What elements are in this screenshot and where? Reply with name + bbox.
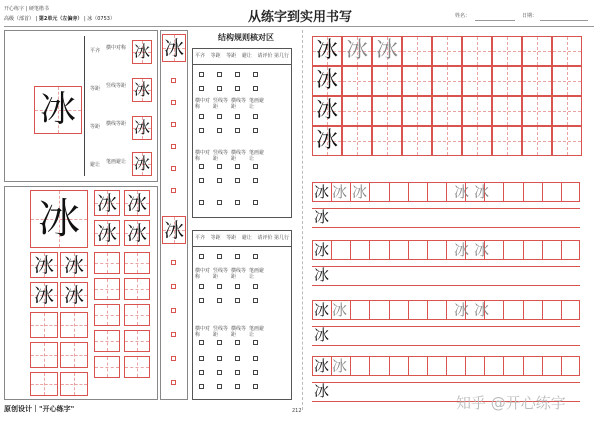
check-box[interactable] — [199, 370, 204, 375]
grid-cell[interactable] — [402, 96, 432, 126]
th-2: 等距 — [210, 235, 221, 241]
grid-cell[interactable] — [312, 126, 342, 156]
table-row-texts — [195, 150, 267, 162]
check-box[interactable] — [253, 340, 258, 345]
check-box[interactable] — [235, 114, 240, 119]
band-divider — [350, 356, 351, 376]
main-char: 冰 — [39, 89, 76, 130]
band-divider — [484, 356, 485, 376]
grid-cell[interactable] — [492, 66, 522, 96]
band-divider — [427, 356, 428, 376]
td-3: 横线等距 — [231, 150, 247, 162]
grid-cell[interactable] — [492, 96, 522, 126]
grid-cell[interactable] — [432, 96, 462, 126]
band-divider — [542, 300, 543, 320]
feature-text-2: 竖线等距 — [106, 83, 127, 89]
practice-cell — [124, 330, 150, 352]
grid-cell[interactable] — [432, 126, 462, 156]
grid-cell[interactable] — [462, 126, 492, 156]
practice-char: 冰 — [127, 221, 147, 245]
check-box[interactable] — [235, 178, 240, 183]
feature-cell-4 — [132, 152, 152, 176]
td-4: 笔画避让 — [249, 268, 265, 280]
main-char-cell — [34, 86, 82, 134]
band-divider — [503, 300, 504, 320]
check-box[interactable] — [235, 254, 240, 259]
table-row-texts — [195, 326, 267, 338]
practice-line-char: 冰 — [454, 241, 470, 259]
practice-line-char: 冰 — [474, 241, 490, 259]
feature-text-4: 笔画避让 — [106, 159, 127, 165]
grid-cell[interactable] — [312, 66, 342, 96]
td-1: 横中对称 — [195, 98, 211, 110]
practice-cell — [30, 282, 58, 308]
practice-line-char: 冰 — [352, 183, 368, 201]
grid-cell[interactable] — [342, 36, 372, 66]
check-box[interactable] — [171, 100, 176, 105]
check-box[interactable] — [171, 356, 176, 361]
band-divider — [350, 240, 351, 260]
practice-line-char: 冰 — [314, 382, 330, 400]
td-1: 横中对称 — [195, 326, 211, 338]
grid-cell[interactable] — [522, 126, 552, 156]
check-box[interactable] — [253, 86, 258, 91]
level-label: 高级（部首） — [4, 16, 35, 22]
band-divider — [561, 300, 562, 320]
check-box[interactable] — [199, 340, 204, 345]
check-box[interactable] — [199, 298, 204, 303]
practice-cell — [30, 312, 58, 338]
band-divider — [523, 182, 524, 202]
grid-cell[interactable] — [552, 66, 582, 96]
check-box[interactable] — [199, 284, 204, 289]
practice-cell — [60, 252, 88, 278]
band-divider — [369, 356, 370, 376]
check-box[interactable] — [253, 164, 258, 169]
check-box[interactable] — [217, 114, 222, 119]
check-box[interactable] — [199, 254, 204, 259]
check-box[interactable] — [253, 178, 258, 183]
feature-cell-1 — [132, 40, 152, 64]
td-1: 横中对称 — [195, 150, 211, 162]
practice-line[interactable] — [312, 266, 580, 286]
band-divider — [465, 356, 466, 376]
brand-label: 开心练字 | 硬笔楷书 — [4, 6, 49, 12]
band-divider — [408, 182, 409, 202]
table-row-texts — [195, 98, 267, 110]
check-box[interactable] — [253, 72, 258, 77]
grid-cell[interactable] — [402, 36, 432, 66]
page-fold-line — [302, 30, 303, 410]
structure-title: 结构规则核对区 — [218, 33, 274, 42]
check-box[interactable] — [217, 384, 222, 389]
band-divider — [446, 300, 447, 320]
check-box[interactable] — [171, 332, 176, 337]
grid-cell[interactable] — [342, 96, 372, 126]
th-5: 请评价 第几行 — [257, 235, 289, 241]
check-box[interactable] — [217, 298, 222, 303]
td-3: 横线等距 — [231, 268, 247, 280]
check-box[interactable] — [171, 284, 176, 289]
practice-cell — [94, 190, 120, 216]
band-divider — [561, 182, 562, 202]
check-table-2 — [192, 230, 292, 400]
check-box[interactable] — [253, 356, 258, 361]
practice-cell — [94, 252, 120, 274]
feature-label-3: 等距 — [90, 124, 101, 130]
check-table-1 — [192, 48, 292, 218]
band-divider — [523, 300, 524, 320]
practice-cell — [124, 252, 150, 274]
practice-cell — [60, 372, 88, 396]
check-box[interactable] — [217, 178, 222, 183]
practice-char: 冰 — [34, 253, 54, 277]
name-label: 姓名： — [455, 13, 471, 19]
feature-label-1: 平齐 — [90, 48, 101, 54]
practice-cell — [60, 342, 88, 368]
check-box[interactable] — [199, 384, 204, 389]
th-5: 请评价 第几行 — [257, 53, 289, 59]
grid-cell[interactable] — [402, 66, 432, 96]
grid-cell[interactable] — [402, 126, 432, 156]
band-divider — [350, 300, 351, 320]
practice-cell — [124, 304, 150, 326]
practice-line-char: 冰 — [474, 183, 490, 201]
check-box[interactable] — [235, 370, 240, 375]
grid-char: 冰 — [315, 68, 338, 93]
check-box[interactable] — [217, 200, 222, 205]
td-4: 笔画避让 — [249, 326, 265, 338]
band-divider — [408, 300, 409, 320]
practice-cell — [60, 282, 88, 308]
grid-cell[interactable] — [372, 66, 402, 96]
grid-char: 冰 — [315, 98, 338, 123]
practice-cell — [94, 278, 120, 300]
band-divider — [389, 182, 390, 202]
big-practice-cell — [30, 190, 88, 248]
band-divider — [523, 356, 524, 376]
grid-cell[interactable] — [342, 66, 372, 96]
grid-cell[interactable] — [552, 36, 582, 66]
band-divider — [542, 182, 543, 202]
check-box[interactable] — [199, 72, 204, 77]
check-column-char-2: 冰 — [164, 218, 184, 242]
feature-label-4: 避让 — [90, 162, 101, 168]
band-divider — [446, 182, 447, 202]
check-box[interactable] — [235, 128, 240, 133]
band-divider — [389, 300, 390, 320]
check-box[interactable] — [217, 164, 222, 169]
practice-line-char: 冰 — [314, 266, 330, 284]
td-4: 笔画避让 — [249, 150, 265, 162]
check-column-cell-2 — [162, 216, 186, 244]
th-1: 平齐 — [195, 53, 206, 59]
practice-cell — [124, 220, 150, 246]
practice-line-char: 冰 — [314, 301, 330, 319]
check-box[interactable] — [253, 284, 258, 289]
header-divider — [4, 26, 594, 27]
grid-cell[interactable] — [462, 96, 492, 126]
practice-char: 冰 — [34, 283, 54, 307]
practice-line-char: 冰 — [314, 208, 330, 226]
check-box[interactable] — [217, 128, 222, 133]
check-box[interactable] — [253, 384, 258, 389]
practice-cell — [94, 330, 120, 352]
table-row-texts — [195, 268, 267, 280]
practice-char: 冰 — [97, 191, 117, 215]
band-divider — [503, 240, 504, 260]
band-divider — [331, 240, 332, 260]
check-box[interactable] — [217, 340, 222, 345]
footer-brand: 原创设计｜"开心练字" — [4, 405, 75, 413]
check-box[interactable] — [235, 384, 240, 389]
practice-cell — [94, 304, 120, 326]
practice-char: 冰 — [127, 191, 147, 215]
practice-cell — [94, 356, 120, 378]
th-2: 等距 — [210, 53, 221, 59]
grid-cell[interactable] — [372, 96, 402, 126]
th-3: 等距 — [226, 53, 237, 59]
check-box[interactable] — [171, 144, 176, 149]
check-box[interactable] — [217, 284, 222, 289]
td-3: 横线等距 — [231, 326, 247, 338]
grid-cell[interactable] — [432, 66, 462, 96]
check-box[interactable] — [199, 128, 204, 133]
check-box[interactable] — [199, 200, 204, 205]
date-field — [540, 20, 588, 21]
check-box[interactable] — [253, 370, 258, 375]
grid-char: 冰 — [315, 128, 338, 153]
check-box[interactable] — [235, 86, 240, 91]
band-divider — [408, 356, 409, 376]
check-box[interactable] — [171, 188, 176, 193]
th-1: 平齐 — [195, 235, 206, 241]
feature-char-3: 冰 — [133, 118, 150, 137]
check-box[interactable] — [217, 86, 222, 91]
check-box[interactable] — [235, 340, 240, 345]
td-4: 笔画避让 — [249, 98, 265, 110]
table-divider — [192, 246, 292, 247]
check-box[interactable] — [217, 370, 222, 375]
grid-cell[interactable] — [312, 36, 342, 66]
band-divider — [446, 356, 447, 376]
check-box[interactable] — [199, 178, 204, 183]
grid-cell[interactable] — [552, 126, 582, 156]
practice-line-char: 冰 — [332, 301, 348, 319]
check-box[interactable] — [235, 72, 240, 77]
check-box[interactable] — [235, 298, 240, 303]
band-divider — [427, 182, 428, 202]
td-2: 竖线等距 — [213, 98, 229, 110]
practice-line[interactable] — [312, 326, 580, 346]
grid-cell[interactable] — [522, 66, 552, 96]
grid-cell[interactable] — [462, 36, 492, 66]
check-box[interactable] — [199, 86, 204, 91]
feature-char-1: 冰 — [133, 42, 150, 61]
th-3: 等距 — [226, 235, 237, 241]
check-box[interactable] — [199, 356, 204, 361]
practice-cell — [30, 342, 58, 368]
feature-text-1: 横中对称 — [106, 45, 127, 51]
grid-cell[interactable] — [432, 36, 462, 66]
page-number: 212 — [292, 408, 302, 414]
grid-cell[interactable] — [312, 96, 342, 126]
unit-label: 第2单元（左偏旁） — [38, 16, 83, 22]
practice-cell — [30, 372, 58, 396]
td-2: 竖线等距 — [213, 326, 229, 338]
bracket-line — [84, 36, 85, 176]
big-practice-char: 冰 — [37, 194, 80, 243]
check-box[interactable] — [217, 254, 222, 259]
check-box[interactable] — [171, 308, 176, 313]
band-divider — [542, 356, 543, 376]
th-4: 避让 — [241, 235, 252, 241]
band-divider — [523, 240, 524, 260]
practice-line-char: 冰 — [454, 183, 470, 201]
practice-line[interactable] — [312, 208, 580, 228]
grid-cell[interactable] — [342, 126, 372, 156]
practice-char: 冰 — [97, 221, 117, 245]
check-column-cell — [162, 34, 186, 62]
band-divider — [389, 240, 390, 260]
check-box[interactable] — [235, 284, 240, 289]
feature-char-2: 冰 — [133, 80, 150, 99]
practice-line-char: 冰 — [314, 183, 330, 201]
band-divider — [408, 240, 409, 260]
practice-cell — [124, 190, 150, 216]
name-field — [475, 20, 515, 21]
practice-char: 冰 — [64, 283, 84, 307]
check-box[interactable] — [199, 164, 204, 169]
check-box[interactable] — [217, 356, 222, 361]
date-label: 日期： — [522, 13, 538, 19]
td-3: 横线等距 — [231, 98, 247, 110]
check-box[interactable] — [235, 200, 240, 205]
char-code: 冰（0753） — [87, 16, 115, 22]
band-divider — [503, 356, 504, 376]
grid-cell[interactable] — [522, 96, 552, 126]
check-box[interactable] — [171, 166, 176, 171]
feature-cell-2 — [132, 78, 152, 102]
grid-char: 冰 — [375, 38, 398, 63]
check-box[interactable] — [171, 122, 176, 127]
check-box[interactable] — [253, 298, 258, 303]
table-header-2 — [195, 235, 289, 241]
check-box[interactable] — [171, 260, 176, 265]
band-divider — [369, 182, 370, 202]
td-2: 竖线等距 — [213, 150, 229, 162]
practice-cell — [30, 252, 58, 278]
grid-cell[interactable] — [492, 126, 522, 156]
check-box[interactable] — [199, 114, 204, 119]
table-divider — [192, 64, 292, 65]
band-divider — [427, 240, 428, 260]
check-box[interactable] — [253, 128, 258, 133]
band-divider — [561, 240, 562, 260]
band-divider — [446, 240, 447, 260]
check-box[interactable] — [235, 164, 240, 169]
band-divider — [389, 356, 390, 376]
td-2: 竖线等距 — [213, 268, 229, 280]
band-divider — [542, 240, 543, 260]
practice-char: 冰 — [64, 253, 84, 277]
grid-cell[interactable] — [372, 36, 402, 66]
band-divider — [561, 356, 562, 376]
header-meta: 高级（部首） | 第2单元（左偏旁） | 冰（0753） — [4, 16, 115, 22]
practice-line-char: 冰 — [314, 357, 330, 375]
practice-line-char: 冰 — [332, 357, 348, 375]
feature-label-2: 等距 — [90, 86, 101, 92]
check-box[interactable] — [253, 254, 258, 259]
check-box[interactable] — [235, 356, 240, 361]
grid-cell[interactable] — [372, 126, 402, 156]
th-4: 避让 — [241, 53, 252, 59]
feature-text-3: 横线等距 — [106, 121, 127, 127]
check-box[interactable] — [253, 114, 258, 119]
band-divider — [369, 300, 370, 320]
band-divider — [427, 300, 428, 320]
td-1: 横中对称 — [195, 268, 211, 280]
grid-cell[interactable] — [552, 96, 582, 126]
practice-line-char: 冰 — [314, 326, 330, 344]
table-header-1 — [195, 53, 289, 59]
check-box[interactable] — [171, 380, 176, 385]
practice-line-char: 冰 — [314, 241, 330, 259]
check-box[interactable] — [217, 72, 222, 77]
watermark: 知乎 @开心练字 — [456, 394, 566, 412]
check-column-char: 冰 — [164, 36, 184, 60]
grid-char: 冰 — [345, 38, 368, 63]
check-box[interactable] — [253, 200, 258, 205]
practice-line-char: 冰 — [474, 301, 490, 319]
grid-char: 冰 — [315, 38, 338, 63]
practice-cell — [94, 220, 120, 246]
grid-cell[interactable] — [492, 36, 522, 66]
check-column — [160, 30, 188, 400]
page-title: 从练字到实用书写 — [247, 10, 352, 25]
check-box[interactable] — [171, 78, 176, 83]
feature-char-4: 冰 — [133, 154, 150, 173]
practice-line-char: 冰 — [454, 301, 470, 319]
band-divider — [503, 182, 504, 202]
feature-cell-3 — [132, 116, 152, 140]
practice-cell — [124, 278, 150, 300]
grid-cell[interactable] — [522, 36, 552, 66]
practice-line-char: 冰 — [332, 183, 348, 201]
practice-cell — [60, 312, 88, 338]
practice-cell — [124, 356, 150, 378]
band-divider — [369, 240, 370, 260]
grid-cell[interactable] — [462, 66, 492, 96]
